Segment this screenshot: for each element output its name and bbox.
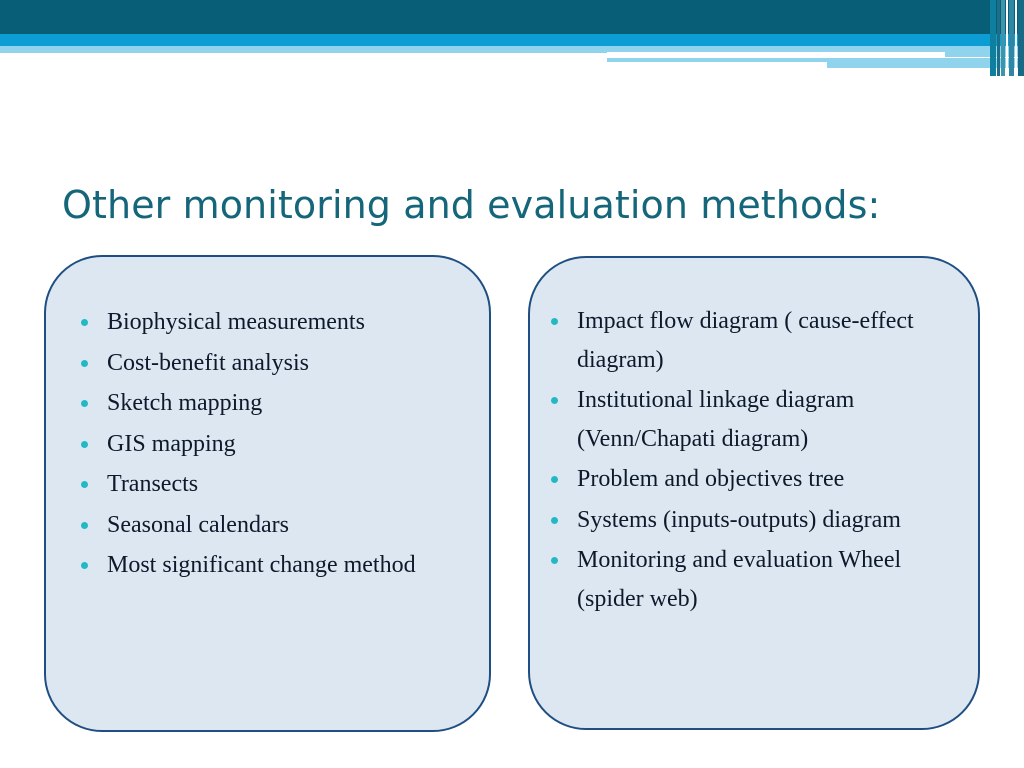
header-vertical-stripe-5 [1015,0,1017,76]
header-vertical-stripe-1 [997,0,1000,76]
list-item [542,302,966,379]
list-item-label: Systems (inputs-outputs) diagram [577,506,901,533]
list-item-label: Sketch mapping [107,390,263,416]
bullet-dot-icon [81,319,88,326]
header-vertical-stripe-3 [1006,0,1008,76]
bullet-dot-icon [81,481,88,488]
list-item-label: Cost-benefit analysis [107,349,309,376]
bullet-dot-icon [81,400,88,407]
list-item [542,541,966,618]
bullet-dot-icon [551,476,558,483]
bullet-dot-icon [551,517,558,524]
list-item [72,425,472,464]
list-item [72,465,472,504]
list-item-label: Seasonal calendars [107,511,289,538]
header-vertical-stripe-0 [990,0,996,76]
bullet-dot-icon [551,318,558,325]
header-white-gap-upper [607,52,945,57]
list-item [542,381,966,458]
list-item [542,460,966,499]
bullet-dot-icon [81,360,88,367]
bullet-dot-icon [81,522,88,529]
header-white-gap-lower [607,62,827,68]
bullet-dot-icon [81,441,88,448]
list-item-label: GIS mapping [107,430,236,457]
list-item-label: Most significant change method [107,552,416,578]
methods-list-box-left [44,255,491,732]
bullet-dot-icon [551,397,558,404]
list-item [72,303,472,342]
list-item [72,506,472,545]
list-item [542,501,966,540]
header-vertical-stripes [990,0,1024,76]
list-item-label: Impact flow diagram ( cause-effect diagram) [577,308,914,373]
list-item-label: Biophysical measurements [107,309,365,335]
header-vertical-stripe-2 [1001,0,1005,76]
bullet-dot-icon [551,557,558,564]
list-item [72,384,472,423]
list-item [72,344,472,383]
list-item-label: Monitoring and evaluation Wheel (spider web) [577,547,902,612]
methods-list-right [542,302,966,620]
list-item-label: Institutional linkage diagram (Venn/Chapati diagram) [577,387,855,452]
header-vertical-stripe-6 [1018,0,1024,76]
page-title: Other monitoring and evaluation methods: [62,183,881,228]
header-light-band-left [0,46,607,53]
list-item [72,546,472,585]
bullet-dot-icon [81,562,88,569]
slide-header-banner [0,0,1024,76]
header-vertical-stripe-4 [1009,0,1014,76]
list-item-label: Transects [107,471,199,497]
list-item-label: Problem and objectives tree [577,466,845,492]
methods-list-box-right [528,256,980,730]
header-azure-band [0,34,1024,46]
header-dark-teal-band [0,0,1024,34]
methods-list-left [72,303,472,587]
